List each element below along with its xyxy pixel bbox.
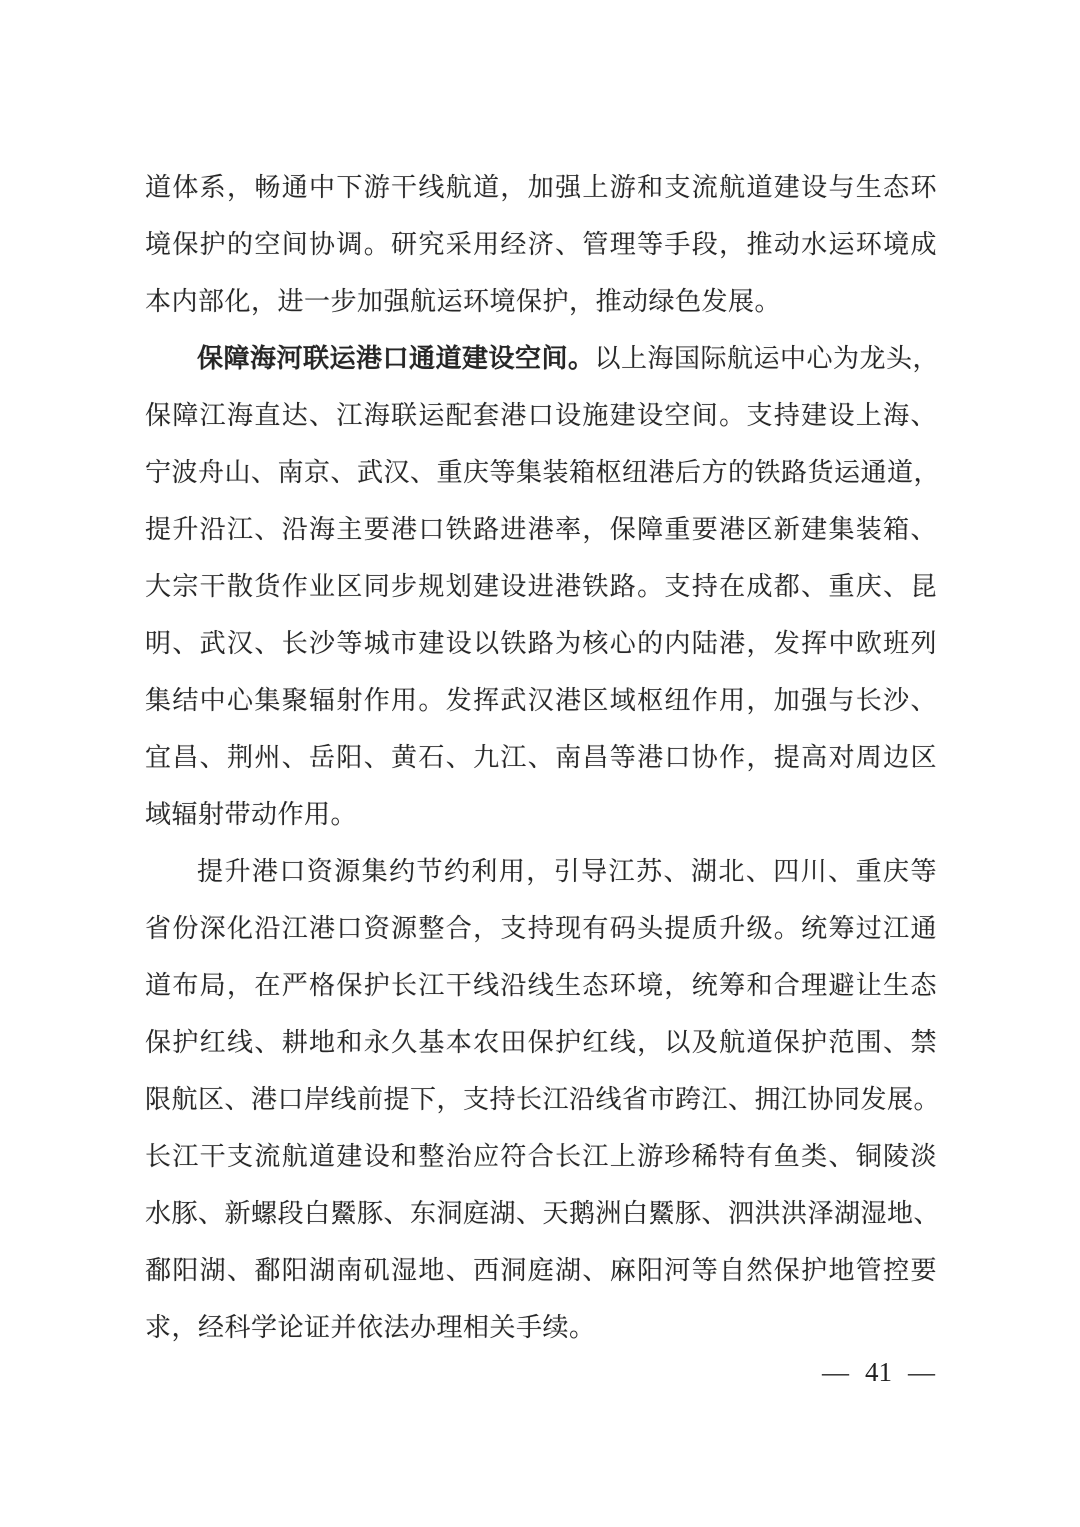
text-line: 宜昌、荆州、岳阳、黄石、九江、南昌等港口协作，提高对周边区	[145, 743, 937, 772]
text-line: 集结中心集聚辐射作用。发挥武汉港区域枢纽作用，加强与长沙、	[145, 686, 937, 715]
paragraph-lead-bold: 保障海河联运港口通道建设空间。	[197, 344, 595, 373]
text-line: 大宗干散货作业区同步规划建设进港铁路。支持在成都、重庆、昆	[145, 572, 937, 601]
text-line: 提升沿江、沿海主要港口铁路进港率，保障重要港区新建集装箱、	[145, 515, 937, 544]
text-line: 保障江海直达、江海联运配套港口设施建设空间。支持建设上海、	[145, 401, 937, 430]
text-line: 本内部化，进一步加强航运环境保护，推动绿色发展。	[145, 287, 782, 316]
text-line: 水豚、新螺段白鱀豚、东洞庭湖、天鹅洲白鱀豚、泗洪洪泽湖湿地、	[145, 1199, 941, 1228]
text-line: 域辐射带动作用。	[145, 800, 358, 829]
text-line: 境保护的空间协调。研究采用经济、管理等手段，推动水运环境成	[145, 230, 937, 259]
text-line: 保护红线、耕地和永久基本农田保护红线，以及航道保护范围、禁	[145, 1028, 937, 1057]
footer-dash-left: —	[822, 1357, 849, 1387]
paragraph-port-resources	[145, 843, 941, 1356]
text-line: 求，经科学论证并依法办理相关手续。	[145, 1313, 596, 1342]
document-body	[145, 159, 941, 1356]
text-line: 省份深化沿江港口资源整合，支持现有码头提质升级。统筹过江通	[145, 914, 937, 943]
footer-dash-right: —	[908, 1357, 935, 1387]
text-line: 道体系，畅通中下游干线航道，加强上游和支流航道建设与生态环	[145, 173, 937, 202]
text-line: 提升港口资源集约节约利用，引导江苏、湖北、四川、重庆等	[197, 857, 937, 886]
paragraph-lead-rest: 以上海国际航运中心为龙头，	[594, 344, 940, 373]
text-line	[145, 330, 940, 387]
page-footer	[822, 1352, 935, 1392]
page-number: 41	[865, 1357, 892, 1387]
paragraph-port-channel	[145, 330, 941, 843]
text-line: 宁波舟山、南京、武汉、重庆等集装箱枢纽港后方的铁路货运通道，	[145, 458, 941, 487]
text-line: 道布局，在严格保护长江干线沿线生态环境，统筹和合理避让生态	[145, 971, 937, 1000]
text-line: 限航区、港口岸线前提下，支持长江沿线省市跨江、拥江协同发展。	[145, 1085, 941, 1114]
text-line: 明、武汉、长沙等城市建设以铁路为核心的内陆港，发挥中欧班列	[145, 629, 937, 658]
text-line: 鄱阳湖、鄱阳湖南矶湿地、西洞庭湖、麻阳河等自然保护地管控要	[145, 1256, 937, 1285]
text-line: 长江干支流航道建设和整治应符合长江上游珍稀特有鱼类、铜陵淡	[145, 1142, 937, 1171]
paragraph-continuation	[145, 159, 937, 330]
